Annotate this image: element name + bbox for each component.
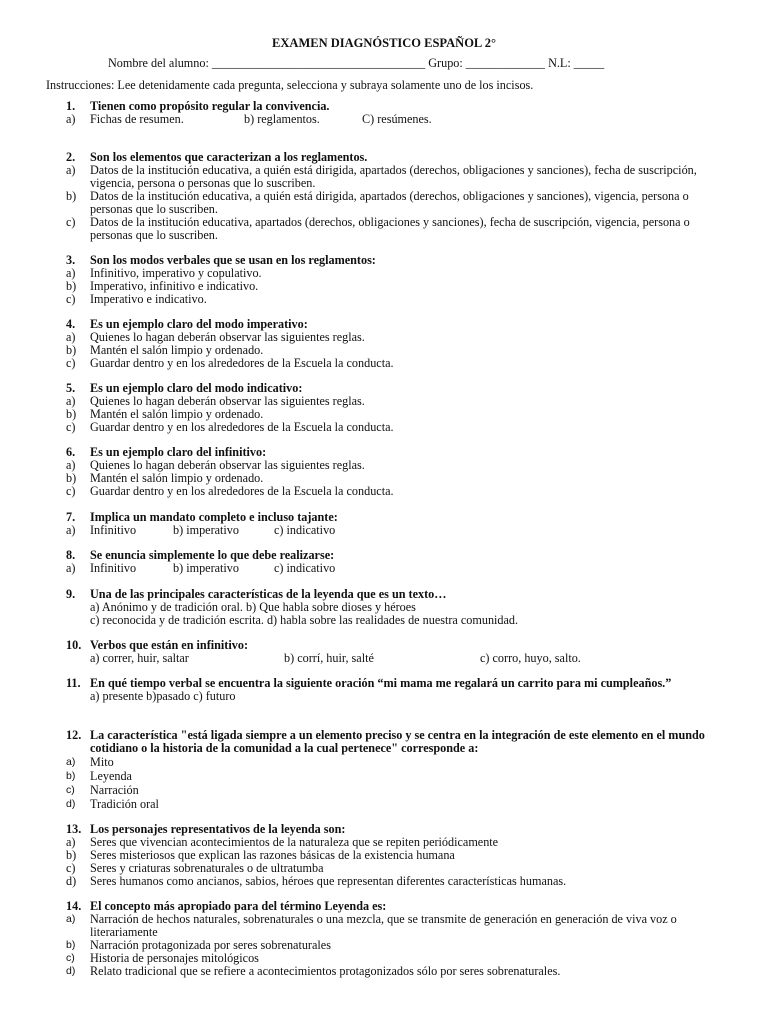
option-letter: b) [66,189,77,203]
option-b[interactable]: b) imperativo [173,561,239,575]
option-letter: c) [66,484,76,498]
option-text: Mantén el salón limpio y ordenado. [90,407,264,421]
question-text: Son los modos verbales que se usan en los reglamentos: [90,253,376,267]
option-a[interactable]: a) correr, huir, saltar [90,651,189,665]
option-letter: b) [66,770,76,782]
question-text: El concepto más apropiado para del término Leyenda es: [90,899,387,913]
question-14 [66,900,726,978]
option-text: Quienes lo hagan deberán observar las siguientes reglas. [90,330,365,344]
option-letter: b) [66,407,77,421]
option-c[interactable] [66,421,726,434]
options-line[interactable]: a) presente b)pasado c) futuro [90,689,236,703]
option-letter: b) [66,848,77,862]
option-text: Imperativo, infinitivo e indicativo. [90,279,259,293]
option-letter: c) [66,861,76,875]
question-2 [66,151,726,242]
option-letter[interactable]: a) [66,561,76,575]
option-a[interactable]: Fichas de resumen. [90,112,184,126]
option-letter: d) [66,874,77,888]
question-number: 5. [66,381,76,395]
question-10 [66,639,726,665]
option-text: Leyenda [90,769,132,783]
option-c[interactable] [66,293,726,306]
option-text: Datos de la institución educativa, a quién está dirigida, apartados (derechos, obligaciones y sanciones), fecha de suscripción, vigencia, persona o personas que lo suscriben. [90,163,697,190]
option-letter: b) [66,471,77,485]
question-8 [66,549,726,575]
option-letter: c) [66,215,76,229]
question-text: Implica un mandato completo e incluso tajante: [90,510,338,524]
question-13 [66,823,726,888]
option-text: Seres humanos como ancianos, sabios, héroes que representan diferentes características humanas. [90,874,567,888]
question-text: Tienen como propósito regular la convivencia. [90,99,330,113]
question-number: 3. [66,253,76,267]
option-text: Seres misteriosos que explican las razones básicas de la existencia humana [90,848,455,862]
option-c[interactable]: c) corro, huyo, salto. [480,651,581,665]
option-letter: c) [66,952,75,964]
option-text: Datos de la institución educativa, a quién está dirigida, apartados (derechos, obligaciones y sanciones), vigencia, persona o personas que lo suscriben. [90,189,689,216]
option-letter: a) [66,330,76,344]
option-a[interactable] [66,755,726,769]
option-letter: b) [66,939,76,951]
option-text: Tradición oral [90,797,159,811]
question-text: Los personajes representativos de la leyenda son: [90,822,346,836]
option-text: Guardar dentro y en los alrededores de la Escuela la conducta. [90,356,394,370]
option-c[interactable] [66,357,726,370]
question-number: 8. [66,548,76,562]
option-letter: a) [66,458,76,472]
option-text: Mito [90,755,114,769]
option-letter: a) [66,394,76,408]
option-b[interactable] [66,190,726,216]
option-letter: b) [66,343,77,357]
option-c[interactable] [66,485,726,498]
option-c[interactable] [66,783,726,797]
question-text: Verbos que están en infinitivo: [90,638,249,652]
option-text: Quienes lo hagan deberán observar las siguientes reglas. [90,458,365,472]
question-text: Son los elementos que caracterizan a los reglamentos. [90,150,368,164]
option-letter: a) [66,756,76,768]
question-12 [66,729,726,811]
option-b[interactable]: b) reglamentos. [244,112,320,126]
option-text: Relato tradicional que se refiere a acontecimientos protagonizados sólo por seres sobrenaturales. [90,964,561,978]
option-text: Seres y criaturas sobrenaturales o de ultratumba [90,861,324,875]
question-6 [66,446,726,498]
question-number: 11. [66,676,81,690]
option-text: Narración de hechos naturales, sobrenaturales o una mezcla, que se transmite de generación en generación de viva voz o literariamente [90,912,677,939]
option-b[interactable]: b) corrí, huir, salté [284,651,374,665]
option-letter: c) [66,292,76,306]
question-text: En qué tiempo verbal se encuentra la siguiente oración “mi mama me regalará un carrito para mi cumpleaños.” [90,676,672,690]
option-letter: c) [66,420,76,434]
question-5 [66,382,726,434]
question-text: La característica "está ligada siempre a un elemento preciso y se centra en la integración de este elemento en el mundo cotidiano o la historia de la comunidad a la cual pertenece" corresponde a: [90,728,705,755]
question-text: Una de las principales características de la leyenda que es un texto… [90,587,447,601]
option-text: Imperativo e indicativo. [90,292,207,306]
option-letter[interactable]: a) [66,112,76,126]
question-4 [66,318,726,370]
question-number: 6. [66,445,76,459]
question-3 [66,254,726,306]
option-c[interactable]: c) indicativo [274,561,336,575]
question-number: 13. [66,822,82,836]
option-a[interactable] [66,164,726,190]
question-number: 2. [66,150,76,164]
options-line-1[interactable]: a) Anónimo y de tradición oral. b) Que habla sobre dioses y héroes [90,600,416,614]
question-number: 10. [66,638,82,652]
question-number: 9. [66,587,76,601]
question-7 [66,511,726,537]
option-a[interactable]: Infinitivo [90,523,137,537]
option-text: Mantén el salón limpio y ordenado. [90,343,264,357]
option-text: Datos de la institución educativa, apartados (derechos, obligaciones y sanciones), fecha de suscripción, vigencia, persona o personas que lo suscriben. [90,215,690,242]
question-number: 4. [66,317,76,331]
question-9 [66,588,726,627]
option-text: Infinitivo, imperativo y copulativo. [90,266,262,280]
option-d[interactable] [66,797,726,811]
option-text: Historia de personajes mitológicos [90,951,259,965]
exam-title: EXAMEN DIAGNÓSTICO ESPAÑOL 2° [272,36,496,50]
option-b[interactable]: b) imperativo [173,523,239,537]
question-11 [66,677,726,703]
instructions: Instrucciones: Lee detenidamente cada pregunta, selecciona y subraya solamente uno de los incisos. [46,78,534,92]
question-text: Es un ejemplo claro del modo imperativo: [90,317,308,331]
option-text: Seres que vivencian acontecimientos de la naturaleza que se repiten periódicamente [90,835,499,849]
option-c[interactable] [66,216,726,242]
option-text: Quienes lo hagan deberán observar las siguientes reglas. [90,394,365,408]
option-letter: a) [66,835,76,849]
question-1 [66,100,726,126]
option-letter: c) [66,356,76,370]
option-letter: b) [66,279,77,293]
option-text: Narración [90,783,139,797]
option-letter: d) [66,798,76,810]
option-b[interactable] [66,769,726,783]
question-text: Se enuncia simplemente lo que debe realizarse: [90,548,335,562]
option-text: Mantén el salón limpio y ordenado. [90,471,264,485]
option-a[interactable] [66,913,726,939]
option-letter: d) [66,965,76,977]
option-d[interactable] [66,875,726,888]
option-a[interactable]: Infinitivo [90,561,137,575]
option-c[interactable]: C) resúmenes. [362,112,432,126]
option-letter: a) [66,163,76,177]
option-letter: a) [66,266,76,280]
question-text: Es un ejemplo claro del modo indicativo: [90,381,303,395]
question-text: Es un ejemplo claro del infinitivo: [90,445,267,459]
option-d[interactable] [66,965,726,978]
question-number: 14. [66,899,82,913]
option-letter: a) [66,913,76,925]
option-text: Guardar dentro y en los alrededores de la Escuela la conducta. [90,420,394,434]
option-text: Guardar dentro y en los alrededores de la Escuela la conducta. [90,484,394,498]
student-name-line: Nombre del alumno: ___________________________________ Grupo: _____________ N.L: _____ [108,56,605,70]
option-c[interactable]: c) indicativo [274,523,336,537]
question-number: 1. [66,99,76,113]
question-number: 12. [66,728,82,742]
option-letter: c) [66,784,75,796]
options-line-2[interactable]: c) reconocida y de tradición escrita. d) habla sobre las realidades de nuestra comunidad. [90,613,519,627]
question-number: 7. [66,510,76,524]
option-text: Narración protagonizada por seres sobrenaturales [90,938,331,952]
option-letter[interactable]: a) [66,523,76,537]
